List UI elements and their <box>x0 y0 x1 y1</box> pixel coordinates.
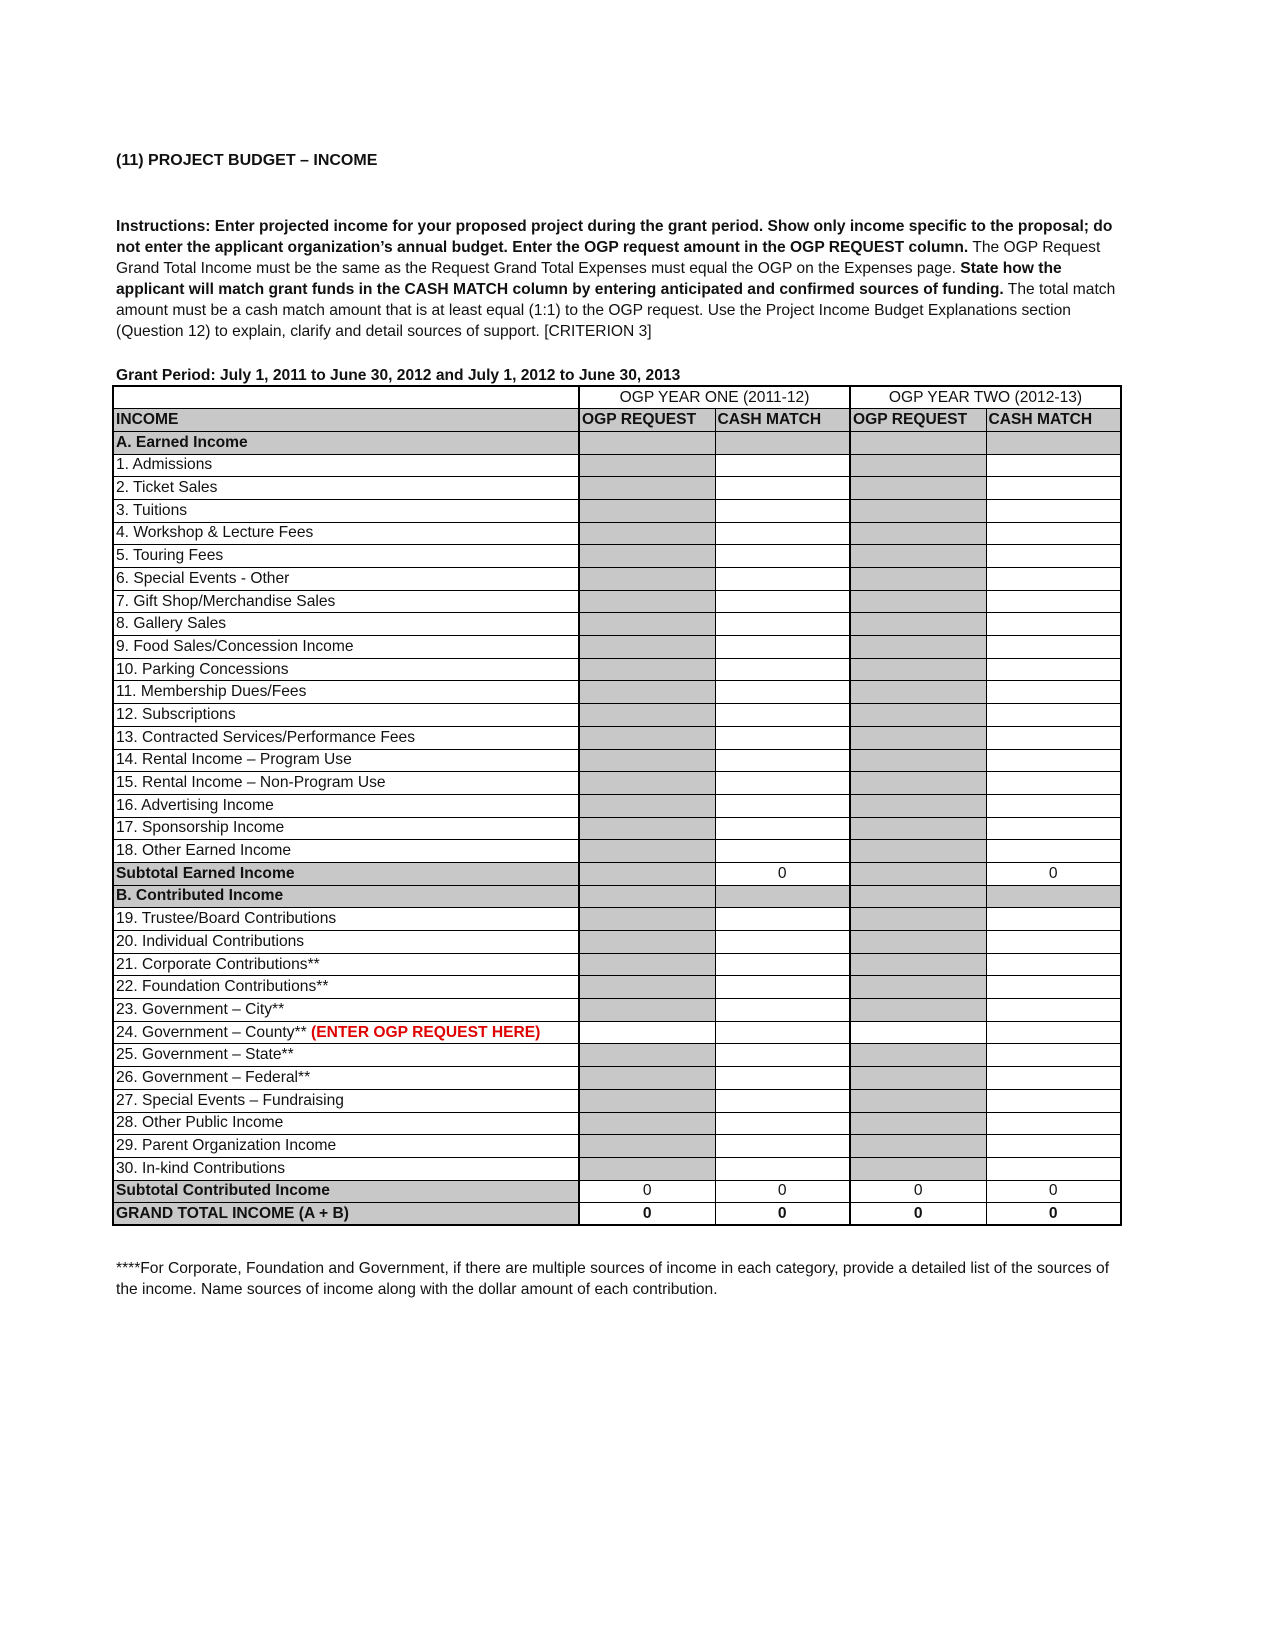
y2-ogp-request-cell <box>850 953 986 976</box>
y1-cash-match-input[interactable] <box>715 953 850 976</box>
row-label: 7. Gift Shop/Merchandise Sales <box>113 590 579 613</box>
table-row <box>113 840 1121 863</box>
y2-cash-match-input[interactable] <box>986 1044 1121 1067</box>
table-row <box>113 636 1121 659</box>
table-row <box>113 681 1121 704</box>
instructions-text-1: The OGP Request Grand Total Income must be the same as the Request Grand Total Expenses must equal the OGP on the Expenses page. <box>116 239 1101 277</box>
y2-cash-match-input[interactable] <box>986 454 1121 477</box>
y2-cash-match-input[interactable] <box>986 976 1121 999</box>
subtotal-earned-label: Subtotal Earned Income <box>113 862 579 885</box>
y1-ogp-request-cell <box>579 658 715 681</box>
table-row <box>113 1157 1121 1180</box>
row-label: 19. Trustee/Board Contributions <box>113 908 579 931</box>
y1-cash-match-input[interactable] <box>715 931 850 954</box>
section-a-label: A. Earned Income <box>113 431 579 454</box>
y2-cash-match-input[interactable] <box>986 1067 1121 1090</box>
y1-ogp-request-cell <box>579 817 715 840</box>
subtotal-earned-y1-cash[interactable]: 0 <box>715 862 850 885</box>
y1-cash-match-input[interactable] <box>715 772 850 795</box>
table-row <box>113 794 1121 817</box>
grand-total-y1-request[interactable]: 0 <box>579 1203 715 1226</box>
y2-cash-match-input[interactable] <box>986 1135 1121 1158</box>
y1-cash-match-input[interactable] <box>715 522 850 545</box>
y1-ogp-request-cell <box>579 1157 715 1180</box>
y1-ogp-request-cell <box>579 794 715 817</box>
y1-cash-match-input[interactable] <box>715 840 850 863</box>
y1-ogp-request-cell <box>579 999 715 1022</box>
y2-ogp-request-header: OGP REQUEST <box>850 409 986 432</box>
y2-ogp-request-cell <box>850 681 986 704</box>
grand-total-y2-request[interactable]: 0 <box>850 1203 986 1226</box>
grand-total-y2-cash[interactable]: 0 <box>986 1203 1121 1226</box>
row-label: 20. Individual Contributions <box>113 931 579 954</box>
y2-cash-match-input[interactable] <box>986 1089 1121 1112</box>
row-label: 8. Gallery Sales <box>113 613 579 636</box>
table-row <box>113 545 1121 568</box>
subtotal-contributed-y1-cash[interactable]: 0 <box>715 1180 850 1203</box>
y1-cash-match-input[interactable] <box>715 908 850 931</box>
row-label: 29. Parent Organization Income <box>113 1135 579 1158</box>
y2-ogp-request-input[interactable] <box>850 1021 986 1044</box>
section-b-row <box>113 885 1121 908</box>
cell <box>715 885 850 908</box>
y1-ogp-request-header: OGP REQUEST <box>579 409 715 432</box>
grand-total-y1-cash[interactable]: 0 <box>715 1203 850 1226</box>
y2-cash-match-input[interactable] <box>986 931 1121 954</box>
cell <box>715 431 850 454</box>
y2-cash-match-input[interactable] <box>986 522 1121 545</box>
row-label: 28. Other Public Income <box>113 1112 579 1135</box>
y1-cash-match-input[interactable] <box>715 1089 850 1112</box>
y1-cash-match-input[interactable] <box>715 681 850 704</box>
y2-cash-match-input[interactable] <box>986 590 1121 613</box>
y1-cash-match-input[interactable] <box>715 704 850 727</box>
page-title: (11) PROJECT BUDGET – INCOME <box>116 152 378 169</box>
year-header-row <box>113 386 1121 409</box>
row-label: 3. Tuitions <box>113 499 579 522</box>
table-row <box>113 817 1121 840</box>
y2-ogp-request-cell <box>850 704 986 727</box>
cell <box>986 885 1121 908</box>
y2-cash-match-input[interactable] <box>986 794 1121 817</box>
instructions-text-2: The total match amount must be a cash match amount that is at least equal (1:1) to the OGP request. Use the Project Income Budget Explanations section (Question 12) to explain, clarify and detail sources of support. [CRITERION 3] <box>116 281 1116 340</box>
row-label: 27. Special Events – Fundraising <box>113 1089 579 1112</box>
row-label: 15. Rental Income – Non-Program Use <box>113 772 579 795</box>
row-label: 14. Rental Income – Program Use <box>113 749 579 772</box>
y2-cash-match-input[interactable] <box>986 726 1121 749</box>
y2-ogp-request-cell <box>850 726 986 749</box>
y2-ogp-request-cell <box>850 568 986 591</box>
y2-ogp-request-cell <box>850 749 986 772</box>
y2-ogp-request-cell <box>850 454 986 477</box>
table-row <box>113 908 1121 931</box>
y2-cash-match-input[interactable] <box>986 749 1121 772</box>
y2-ogp-request-cell <box>850 999 986 1022</box>
y2-cash-match-input[interactable] <box>986 704 1121 727</box>
y2-cash-match-input[interactable] <box>986 772 1121 795</box>
y1-cash-match-header: CASH MATCH <box>715 409 850 432</box>
section-a-row <box>113 431 1121 454</box>
blank-header-cell <box>113 386 579 409</box>
y1-cash-match-input[interactable] <box>715 817 850 840</box>
y1-ogp-request-cell <box>579 681 715 704</box>
y1-cash-match-input[interactable] <box>715 1021 850 1044</box>
y1-ogp-request-cell <box>579 499 715 522</box>
y1-cash-match-input[interactable] <box>715 613 850 636</box>
y2-ogp-request-cell <box>850 522 986 545</box>
row-label: 2. Ticket Sales <box>113 477 579 500</box>
table-row <box>113 931 1121 954</box>
y1-cash-match-input[interactable] <box>715 499 850 522</box>
y1-ogp-request-input[interactable] <box>579 1021 715 1044</box>
y2-ogp-request-cell <box>850 658 986 681</box>
row-label: 16. Advertising Income <box>113 794 579 817</box>
instructions <box>116 216 1126 342</box>
cell <box>850 431 986 454</box>
grand-total-row <box>113 1203 1121 1226</box>
table-row <box>113 704 1121 727</box>
y1-cash-match-input[interactable] <box>715 1044 850 1067</box>
row-label: 30. In-kind Contributions <box>113 1157 579 1180</box>
y2-ogp-request-cell <box>850 477 986 500</box>
y2-ogp-request-cell <box>850 1112 986 1135</box>
row-label: 4. Workshop & Lecture Fees <box>113 522 579 545</box>
table-row <box>113 590 1121 613</box>
y1-ogp-request-cell <box>579 1112 715 1135</box>
y1-ogp-request-cell <box>579 590 715 613</box>
county-label: 24. Government – County** <box>116 1023 312 1041</box>
cell <box>850 885 986 908</box>
y1-ogp-request-cell <box>579 953 715 976</box>
cell <box>579 431 715 454</box>
y2-cash-match-input[interactable] <box>986 953 1121 976</box>
row-label: 6. Special Events - Other <box>113 568 579 591</box>
row-label: 21. Corporate Contributions** <box>113 953 579 976</box>
y1-cash-match-input[interactable] <box>715 1112 850 1135</box>
table-row <box>113 772 1121 795</box>
row-label: 23. Government – City** <box>113 999 579 1022</box>
y2-cash-match-input[interactable] <box>986 658 1121 681</box>
y2-ogp-request-cell <box>850 1157 986 1180</box>
y1-ogp-request-cell <box>579 749 715 772</box>
cell <box>579 885 715 908</box>
y1-cash-match-input[interactable] <box>715 636 850 659</box>
table-row <box>113 953 1121 976</box>
row-label: 12. Subscriptions <box>113 704 579 727</box>
row-label: 17. Sponsorship Income <box>113 817 579 840</box>
subtotal-contributed-y2-cash[interactable]: 0 <box>986 1180 1121 1203</box>
y1-cash-match-input[interactable] <box>715 545 850 568</box>
y2-ogp-request-cell <box>850 908 986 931</box>
y2-ogp-request-cell <box>850 1067 986 1090</box>
y1-ogp-request-cell <box>579 976 715 999</box>
year-one-header: OGP YEAR ONE (2011-12) <box>579 386 850 409</box>
y2-cash-match-input[interactable] <box>986 499 1121 522</box>
y1-cash-match-input[interactable] <box>715 1135 850 1158</box>
table-row <box>113 454 1121 477</box>
y1-cash-match-input[interactable] <box>715 454 850 477</box>
subtotal-contributed-row <box>113 1180 1121 1203</box>
y2-cash-match-input[interactable] <box>986 613 1121 636</box>
y1-cash-match-input[interactable] <box>715 1067 850 1090</box>
y1-ogp-request-cell <box>579 1044 715 1067</box>
y2-ogp-request-cell <box>850 772 986 795</box>
y1-cash-match-input[interactable] <box>715 1157 850 1180</box>
table-row <box>113 1112 1121 1135</box>
county-note: (ENTER OGP REQUEST HERE) <box>311 1023 541 1041</box>
table-row <box>113 613 1121 636</box>
instructions-bold-1: Instructions: Enter projected income for your proposed project during the grant period. Show only income specific to the proposal; do not enter the applicant organization’s annual budget. Enter the OGP request amount in the OGP REQUEST column. <box>116 218 1113 256</box>
y1-ogp-request-cell <box>579 908 715 931</box>
y2-ogp-request-cell <box>850 499 986 522</box>
y2-ogp-request-cell <box>850 613 986 636</box>
y2-cash-match-input[interactable] <box>986 840 1121 863</box>
y1-ogp-request-cell <box>579 840 715 863</box>
table-row <box>113 999 1121 1022</box>
y2-ogp-request-cell <box>850 590 986 613</box>
y1-ogp-request-cell <box>579 454 715 477</box>
y2-cash-match-input[interactable] <box>986 999 1121 1022</box>
subtotal-contributed-label: Subtotal Contributed Income <box>113 1180 579 1203</box>
y1-ogp-request-cell <box>579 931 715 954</box>
subtotal-earned-row <box>113 862 1121 885</box>
table-row <box>113 976 1121 999</box>
section-b-label: B. Contributed Income <box>113 885 579 908</box>
y2-ogp-request-cell <box>850 545 986 568</box>
y2-ogp-request-cell <box>850 636 986 659</box>
y2-cash-match-input[interactable] <box>986 636 1121 659</box>
grand-total-label: GRAND TOTAL INCOME (A + B) <box>113 1203 579 1226</box>
subtotal-earned-y2-cash[interactable]: 0 <box>986 862 1121 885</box>
row-label: 1. Admissions <box>113 454 579 477</box>
income-budget-table <box>112 385 1122 1226</box>
y2-ogp-request-cell <box>850 840 986 863</box>
row-label: 13. Contracted Services/Performance Fees <box>113 726 579 749</box>
table-row <box>113 499 1121 522</box>
y1-ogp-request-cell <box>579 522 715 545</box>
y2-ogp-request-cell <box>850 1135 986 1158</box>
y1-ogp-request-cell <box>579 1067 715 1090</box>
table-row <box>113 1044 1121 1067</box>
y1-cash-match-input[interactable] <box>715 999 850 1022</box>
y2-cash-match-input[interactable] <box>986 545 1121 568</box>
cell <box>986 431 1121 454</box>
cell <box>850 862 986 885</box>
table-row <box>113 522 1121 545</box>
y2-cash-match-input[interactable] <box>986 568 1121 591</box>
year-two-header: OGP YEAR TWO (2012-13) <box>850 386 1121 409</box>
y1-ogp-request-cell <box>579 726 715 749</box>
row-label: 9. Food Sales/Concession Income <box>113 636 579 659</box>
y2-ogp-request-cell <box>850 1044 986 1067</box>
table-row <box>113 658 1121 681</box>
table-row <box>113 568 1121 591</box>
y1-ogp-request-cell <box>579 568 715 591</box>
y2-ogp-request-cell <box>850 794 986 817</box>
table-row <box>113 726 1121 749</box>
row-label: 25. Government – State** <box>113 1044 579 1067</box>
subtotal-contributed-y2-request[interactable]: 0 <box>850 1180 986 1203</box>
table-row <box>113 477 1121 500</box>
y1-ogp-request-cell <box>579 1089 715 1112</box>
y1-ogp-request-cell <box>579 1135 715 1158</box>
y1-cash-match-input[interactable] <box>715 726 850 749</box>
row-label: 5. Touring Fees <box>113 545 579 568</box>
y1-cash-match-input[interactable] <box>715 590 850 613</box>
y2-cash-match-input[interactable] <box>986 681 1121 704</box>
y1-cash-match-input[interactable] <box>715 749 850 772</box>
row-label: 11. Membership Dues/Fees <box>113 681 579 704</box>
instructions-bold-2: State how the applicant will match grant funds in the CASH MATCH column by entering anticipated and confirmed sources of funding. <box>116 260 1062 298</box>
row-label: 26. Government – Federal** <box>113 1067 579 1090</box>
y2-cash-match-input[interactable] <box>986 1112 1121 1135</box>
y2-cash-match-input[interactable] <box>986 1157 1121 1180</box>
row-label <box>113 1021 579 1044</box>
y1-ogp-request-cell <box>579 772 715 795</box>
table-row <box>113 1135 1121 1158</box>
y2-ogp-request-cell <box>850 817 986 840</box>
y2-ogp-request-cell <box>850 1089 986 1112</box>
income-header: INCOME <box>113 409 579 432</box>
y1-cash-match-input[interactable] <box>715 794 850 817</box>
column-header-row <box>113 409 1121 432</box>
cell <box>579 862 715 885</box>
y2-cash-match-header: CASH MATCH <box>986 409 1121 432</box>
table-row <box>113 1089 1121 1112</box>
y2-ogp-request-cell <box>850 976 986 999</box>
y1-cash-match-input[interactable] <box>715 658 850 681</box>
table-row <box>113 1067 1121 1090</box>
grant-period: Grant Period: July 1, 2011 to June 30, 2012 and July 1, 2012 to June 30, 2013 <box>116 367 681 384</box>
y2-ogp-request-cell <box>850 931 986 954</box>
row-label: 18. Other Earned Income <box>113 840 579 863</box>
y1-cash-match-input[interactable] <box>715 976 850 999</box>
y1-ogp-request-cell <box>579 636 715 659</box>
y1-ogp-request-cell <box>579 704 715 727</box>
y2-cash-match-input[interactable] <box>986 908 1121 931</box>
y2-cash-match-input[interactable] <box>986 1021 1121 1044</box>
table-row-county <box>113 1021 1121 1044</box>
y2-cash-match-input[interactable] <box>986 477 1121 500</box>
y1-cash-match-input[interactable] <box>715 568 850 591</box>
y1-cash-match-input[interactable] <box>715 477 850 500</box>
table-row <box>113 749 1121 772</box>
y1-ogp-request-cell <box>579 545 715 568</box>
y2-cash-match-input[interactable] <box>986 817 1121 840</box>
footnote: ****For Corporate, Foundation and Government, if there are multiple sources of income in each category, provide a detailed list of the sources of the income. Name sources of income along with the dollar amount of each contribution. <box>116 1260 1110 1298</box>
subtotal-contributed-y1-request[interactable]: 0 <box>579 1180 715 1203</box>
row-label: 22. Foundation Contributions** <box>113 976 579 999</box>
y1-ogp-request-cell <box>579 613 715 636</box>
row-label: 10. Parking Concessions <box>113 658 579 681</box>
y1-ogp-request-cell <box>579 477 715 500</box>
